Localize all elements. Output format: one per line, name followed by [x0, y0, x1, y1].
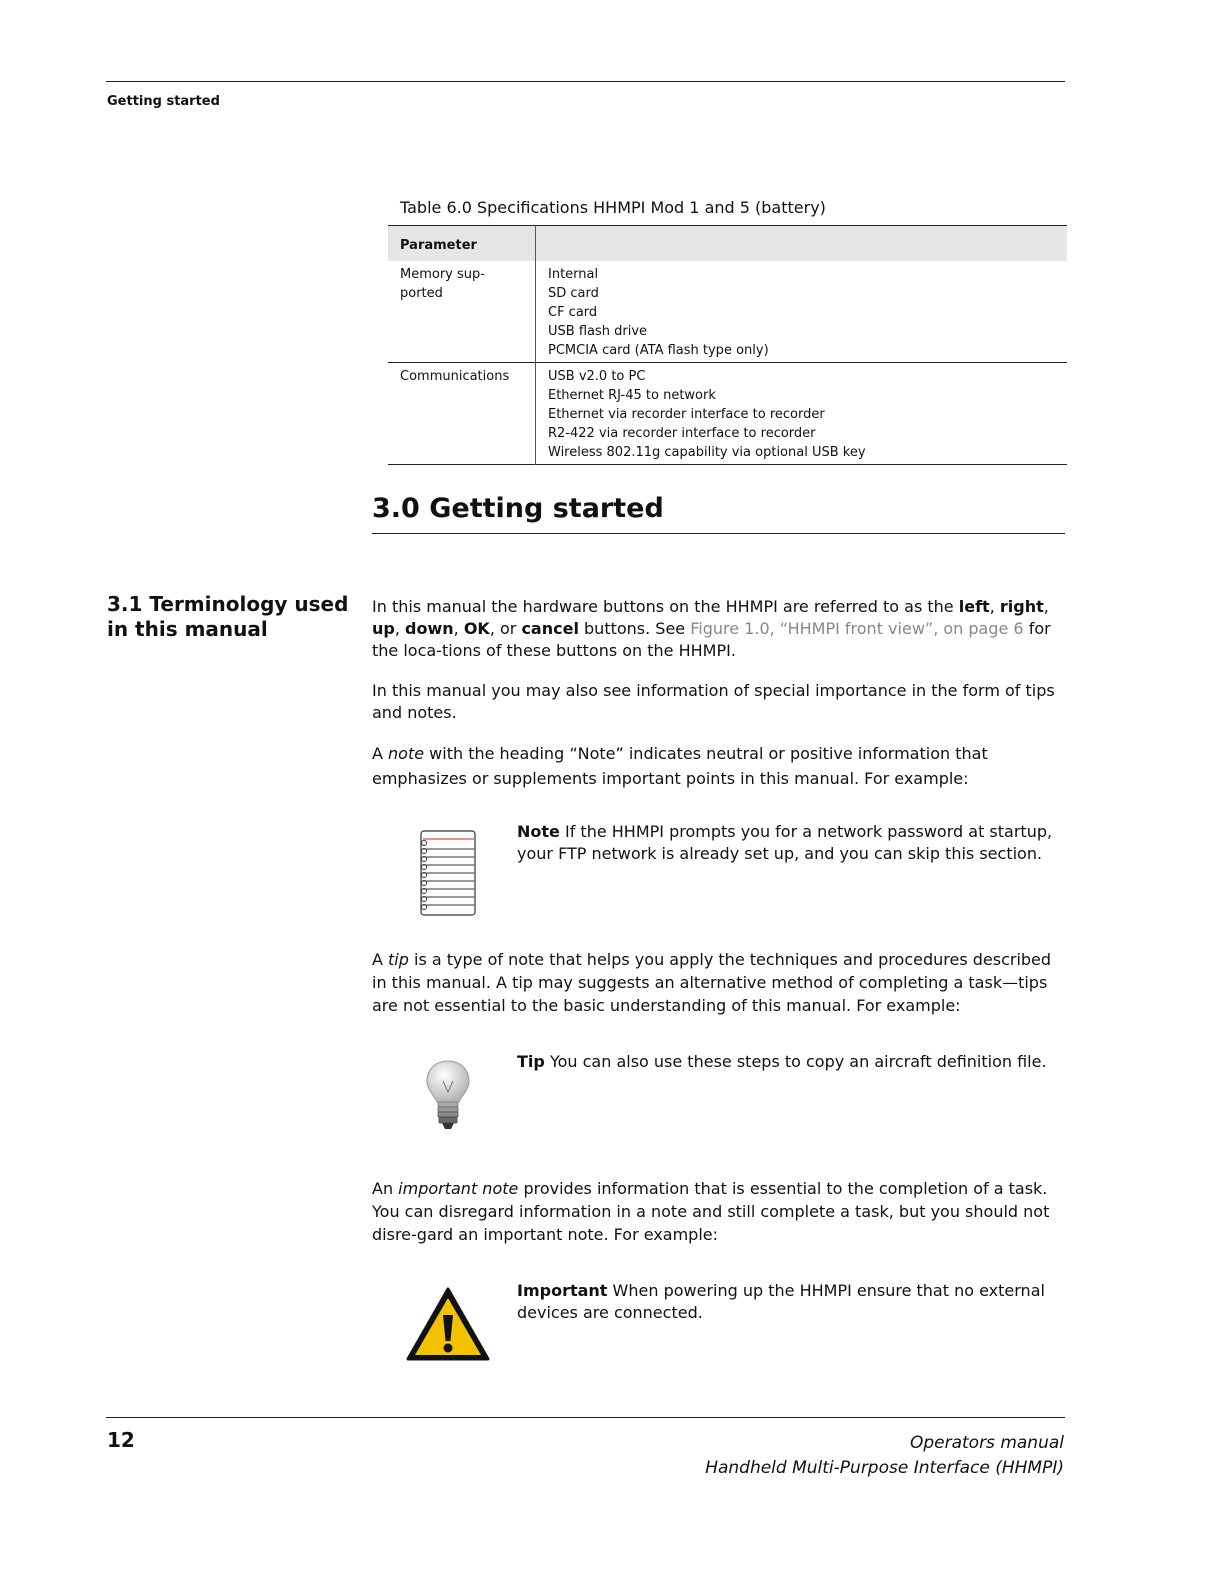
- table-caption: Table 6.0 Specifications HHMPI Mod 1 and 5 (battery): [400, 198, 826, 217]
- table-header-parameter: Parameter: [388, 226, 536, 261]
- footer-rule: [106, 1417, 1065, 1418]
- text-run: with the heading “Note” indicates neutral or positive information that emphasizes or supplements important points in this manual. For example:: [372, 744, 988, 788]
- value-line: USB v2.0 to PC: [548, 368, 646, 384]
- emphasis: important note: [398, 1179, 519, 1198]
- chapter-rule: [372, 533, 1065, 534]
- value-line: CF card: [548, 304, 598, 320]
- button-term: OK: [463, 619, 490, 638]
- text-run: is a type of note that helps you apply the techniques and procedures described in this manual. A tip may suggests an alternative method of completing a task—tips are not essential to the basic understanding of this manual. For example:: [372, 950, 1052, 1015]
- button-term: left: [958, 597, 990, 616]
- value-line: SD card: [548, 285, 599, 301]
- text-run: A: [372, 744, 389, 763]
- text-run: ,: [394, 619, 406, 638]
- paragraph-tip-description: [372, 948, 1066, 1017]
- warning-icon: [406, 1287, 490, 1363]
- lightbulb-icon: [424, 1058, 472, 1134]
- text-run: ,: [453, 619, 464, 638]
- value-line: USB flash drive: [548, 323, 648, 339]
- table-cell-parameter: [388, 261, 536, 363]
- paragraph-buttons: [372, 596, 1066, 662]
- text-run: In this manual the hardware buttons on the HHMPI are referred to as the: [372, 597, 959, 616]
- figure-cross-reference-link[interactable]: Figure 1.0, “HHMPI front view”, on page 6: [690, 619, 1024, 638]
- button-term: down: [405, 619, 454, 638]
- tip-callout: [517, 1051, 1067, 1073]
- table-header-row: [388, 226, 1067, 261]
- tip-text: You can also use these steps to copy an aircraft definition file.: [544, 1052, 1047, 1071]
- parameter-label: Communications: [400, 368, 510, 384]
- text-run: , or: [489, 619, 522, 638]
- table-cell-values: [536, 261, 1068, 363]
- value-line: Wireless 802.11g capability via optional USB key: [548, 444, 866, 460]
- text-run: ,: [989, 597, 1000, 616]
- emphasis: note: [388, 744, 425, 763]
- value-line: Ethernet RJ-45 to network: [548, 387, 716, 403]
- table-cell-values: [536, 362, 1068, 464]
- note-callout: [517, 821, 1067, 865]
- text-run: ,: [1043, 597, 1049, 616]
- emphasis: tip: [388, 950, 409, 969]
- parameter-label: Memory sup- ported: [400, 266, 485, 301]
- text-run: provides information that is essential to the completion of a task. You can disregard information in a note and still complete a task, but you should not disre-gard an important note. For example:: [372, 1179, 1050, 1244]
- table-cell-parameter: [388, 362, 536, 464]
- value-line: Internal: [548, 266, 599, 282]
- header-rule: [106, 81, 1065, 82]
- table-row: [388, 261, 1067, 363]
- footer-doc-title: Operators manual: [909, 1433, 1064, 1453]
- footer-doc-subtitle: Handheld Multi-Purpose Interface (HHMPI): [705, 1458, 1064, 1478]
- section-heading: 3.1 Terminology used in this manual: [107, 592, 349, 641]
- chapter-title: 3.0 Getting started: [372, 493, 664, 524]
- tip-label: Tip: [517, 1052, 545, 1071]
- text-run: An: [372, 1179, 399, 1198]
- button-term: right: [999, 597, 1044, 616]
- text-run: for the loca-tions of these buttons on the HHMPI.: [372, 619, 1051, 660]
- button-term: up: [372, 619, 395, 638]
- note-label: Note: [517, 822, 560, 841]
- table-row: [388, 362, 1067, 464]
- spec-table: [388, 225, 1067, 465]
- value-line: Ethernet via recorder interface to recorder: [548, 406, 825, 422]
- important-text: When powering up the HHMPI ensure that no external devices are connected.: [517, 1281, 1045, 1322]
- note-text: If the HHMPI prompts you for a network password at startup, your FTP network is already set up, and you can skip this section.: [517, 822, 1053, 863]
- value-line: R2-422 via recorder interface to recorder: [548, 425, 816, 441]
- text-run: A: [372, 950, 389, 969]
- paragraph-importance: In this manual you may also see information of special importance in the form of tips and notes.: [372, 681, 1055, 722]
- running-head: Getting started: [107, 94, 220, 109]
- important-label: Important: [517, 1281, 608, 1300]
- value-line: PCMCIA card (ATA flash type only): [548, 342, 769, 358]
- paragraph-note-description: [372, 741, 1066, 791]
- paragraph-important-description: [372, 1177, 1066, 1246]
- important-callout: [517, 1280, 1067, 1324]
- text-run: buttons. See: [578, 619, 691, 638]
- page-number: 12: [107, 1428, 135, 1452]
- button-term: cancel: [521, 619, 579, 638]
- footer-doc-info: [705, 1431, 1064, 1481]
- table-header-value: [536, 226, 1068, 261]
- notepad-icon: [418, 829, 478, 917]
